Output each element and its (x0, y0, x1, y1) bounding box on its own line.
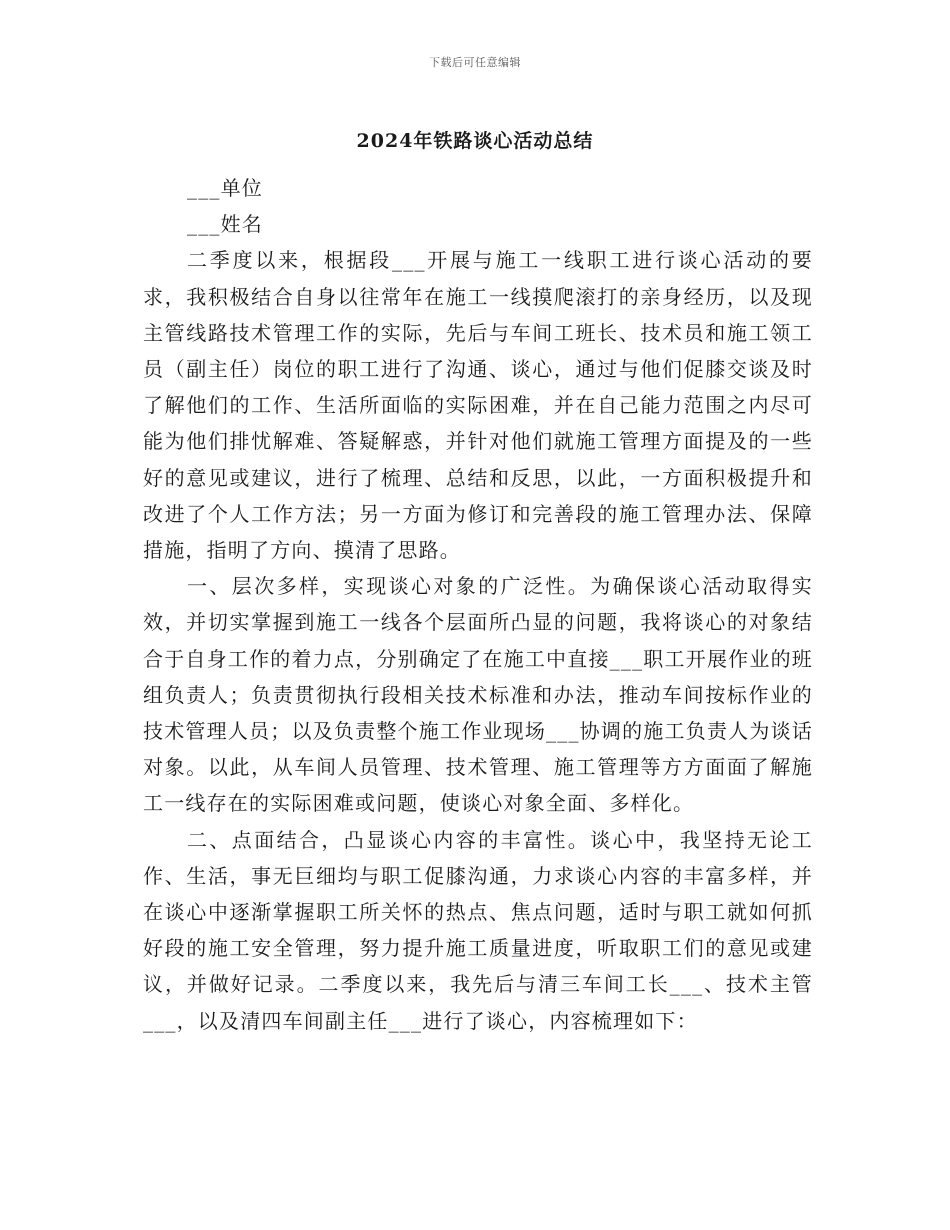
name-field: ___姓名 (187, 212, 263, 237)
document-body (143, 170, 813, 1039)
header-note: 下载后可任意编辑 (429, 56, 521, 69)
document-title: 2024年铁路谈心活动总结 (356, 130, 594, 152)
section-one-paragraph: 一、层次多样，实现谈心对象的广泛性。为确保谈心活动取得实效，并切实掌握到施工一线各个层面所凸显的问题，我将谈心的对象结合于自身工作的着力点，分别确定了在施工中直接___职工开展作业的班组负责人；负责贯彻执行段相关技术标准和办法，推动车间按标作业的技术管理人员；以及负责整个施工作业现场___协调的施工负责人为谈话对象。以此，从车间人员管理、技术管理、施工管理等方方面面了解施工一线存在的实际困难或问题，使谈心对象全面、多样化。 (143, 574, 813, 816)
unit-field: ___单位 (187, 176, 263, 200)
intro-paragraph: 二季度以来，根据段___开展与施工一线职工进行谈心活动的要求，我积极结合自身以往常年在施工一线摸爬滚打的亲身经历，以及现主管线路技术管理工作的实际，先后与车间工班长、技术员和施工领工员（副主任）岗位的职工进行了沟通、谈心，通过与他们促膝交谈及时了解他们的工作、生活所面临的实际困难，并在自己能力范围之内尽可能为他们排忧解难、答疑解惑，并针对他们就施工管理方面提及的一些好的意见或建议，进行了梳理、总结和反思，以此，一方面积极提升和改进了个人工作方法；另一方面为修订和完善段的施工管理办法、保障措施，指明了方向、摸清了思路。 (143, 248, 813, 563)
section-two-paragraph: 二、点面结合，凸显谈心内容的丰富性。谈心中，我坚持无论工作、生活，事无巨细均与职工促膝沟通，力求谈心内容的丰富多样，并在谈心中逐渐掌握职工所关怀的热点、焦点问题，适时与职工就如何抓好段的施工安全管理，努力提升施工质量进度，听取职工们的意见或建议，并做好记录。二季度以来，我先后与清三车间工长___、技术主管___，以及清四车间副主任___进行了谈心，内容梳理如下： (143, 827, 813, 1033)
